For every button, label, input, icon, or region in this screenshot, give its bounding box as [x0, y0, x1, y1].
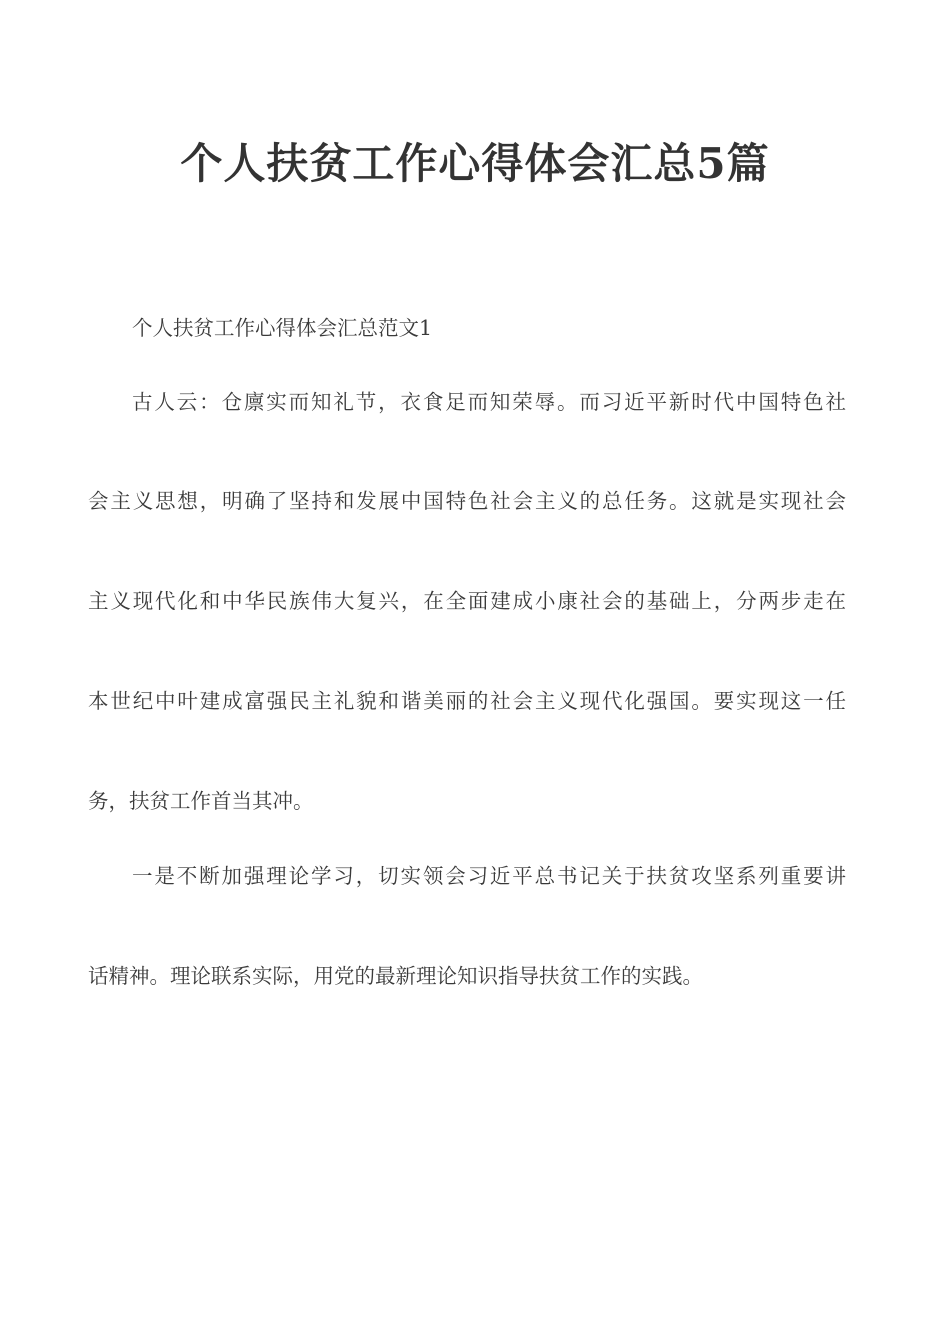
paragraph-1-line-2: 会主义思想，明确了坚持和发展中国特色社会主义的总任务。这就是实现社会 [88, 489, 846, 513]
paragraph-1-line-3: 主义现代化和中华民族伟大复兴，在全面建成小康社会的基础上，分两步走在 [88, 589, 846, 613]
paragraph-2-line-2: 话精神。理论联系实际，用党的最新理论知识指导扶贫工作的实践。 [88, 964, 703, 988]
document-title: 个人扶贫工作心得体会汇总5篇 [180, 139, 770, 188]
paragraph-1-line-4: 本世纪中叶建成富强民主礼貌和谐美丽的社会主义现代化强国。要实现这一任 [88, 689, 846, 713]
paragraph-2-line-1: 一是不断加强理论学习，切实领会习近平总书记关于扶贫攻坚系列重要讲 [132, 864, 846, 888]
paragraph-1-line-5: 务，扶贫工作首当其冲。 [88, 789, 314, 813]
section-heading: 个人扶贫工作心得体会汇总范文1 [132, 316, 433, 340]
paragraph-1-line-1: 古人云：仓廪实而知礼节，衣食足而知荣辱。而习近平新时代中国特色社 [132, 390, 846, 414]
